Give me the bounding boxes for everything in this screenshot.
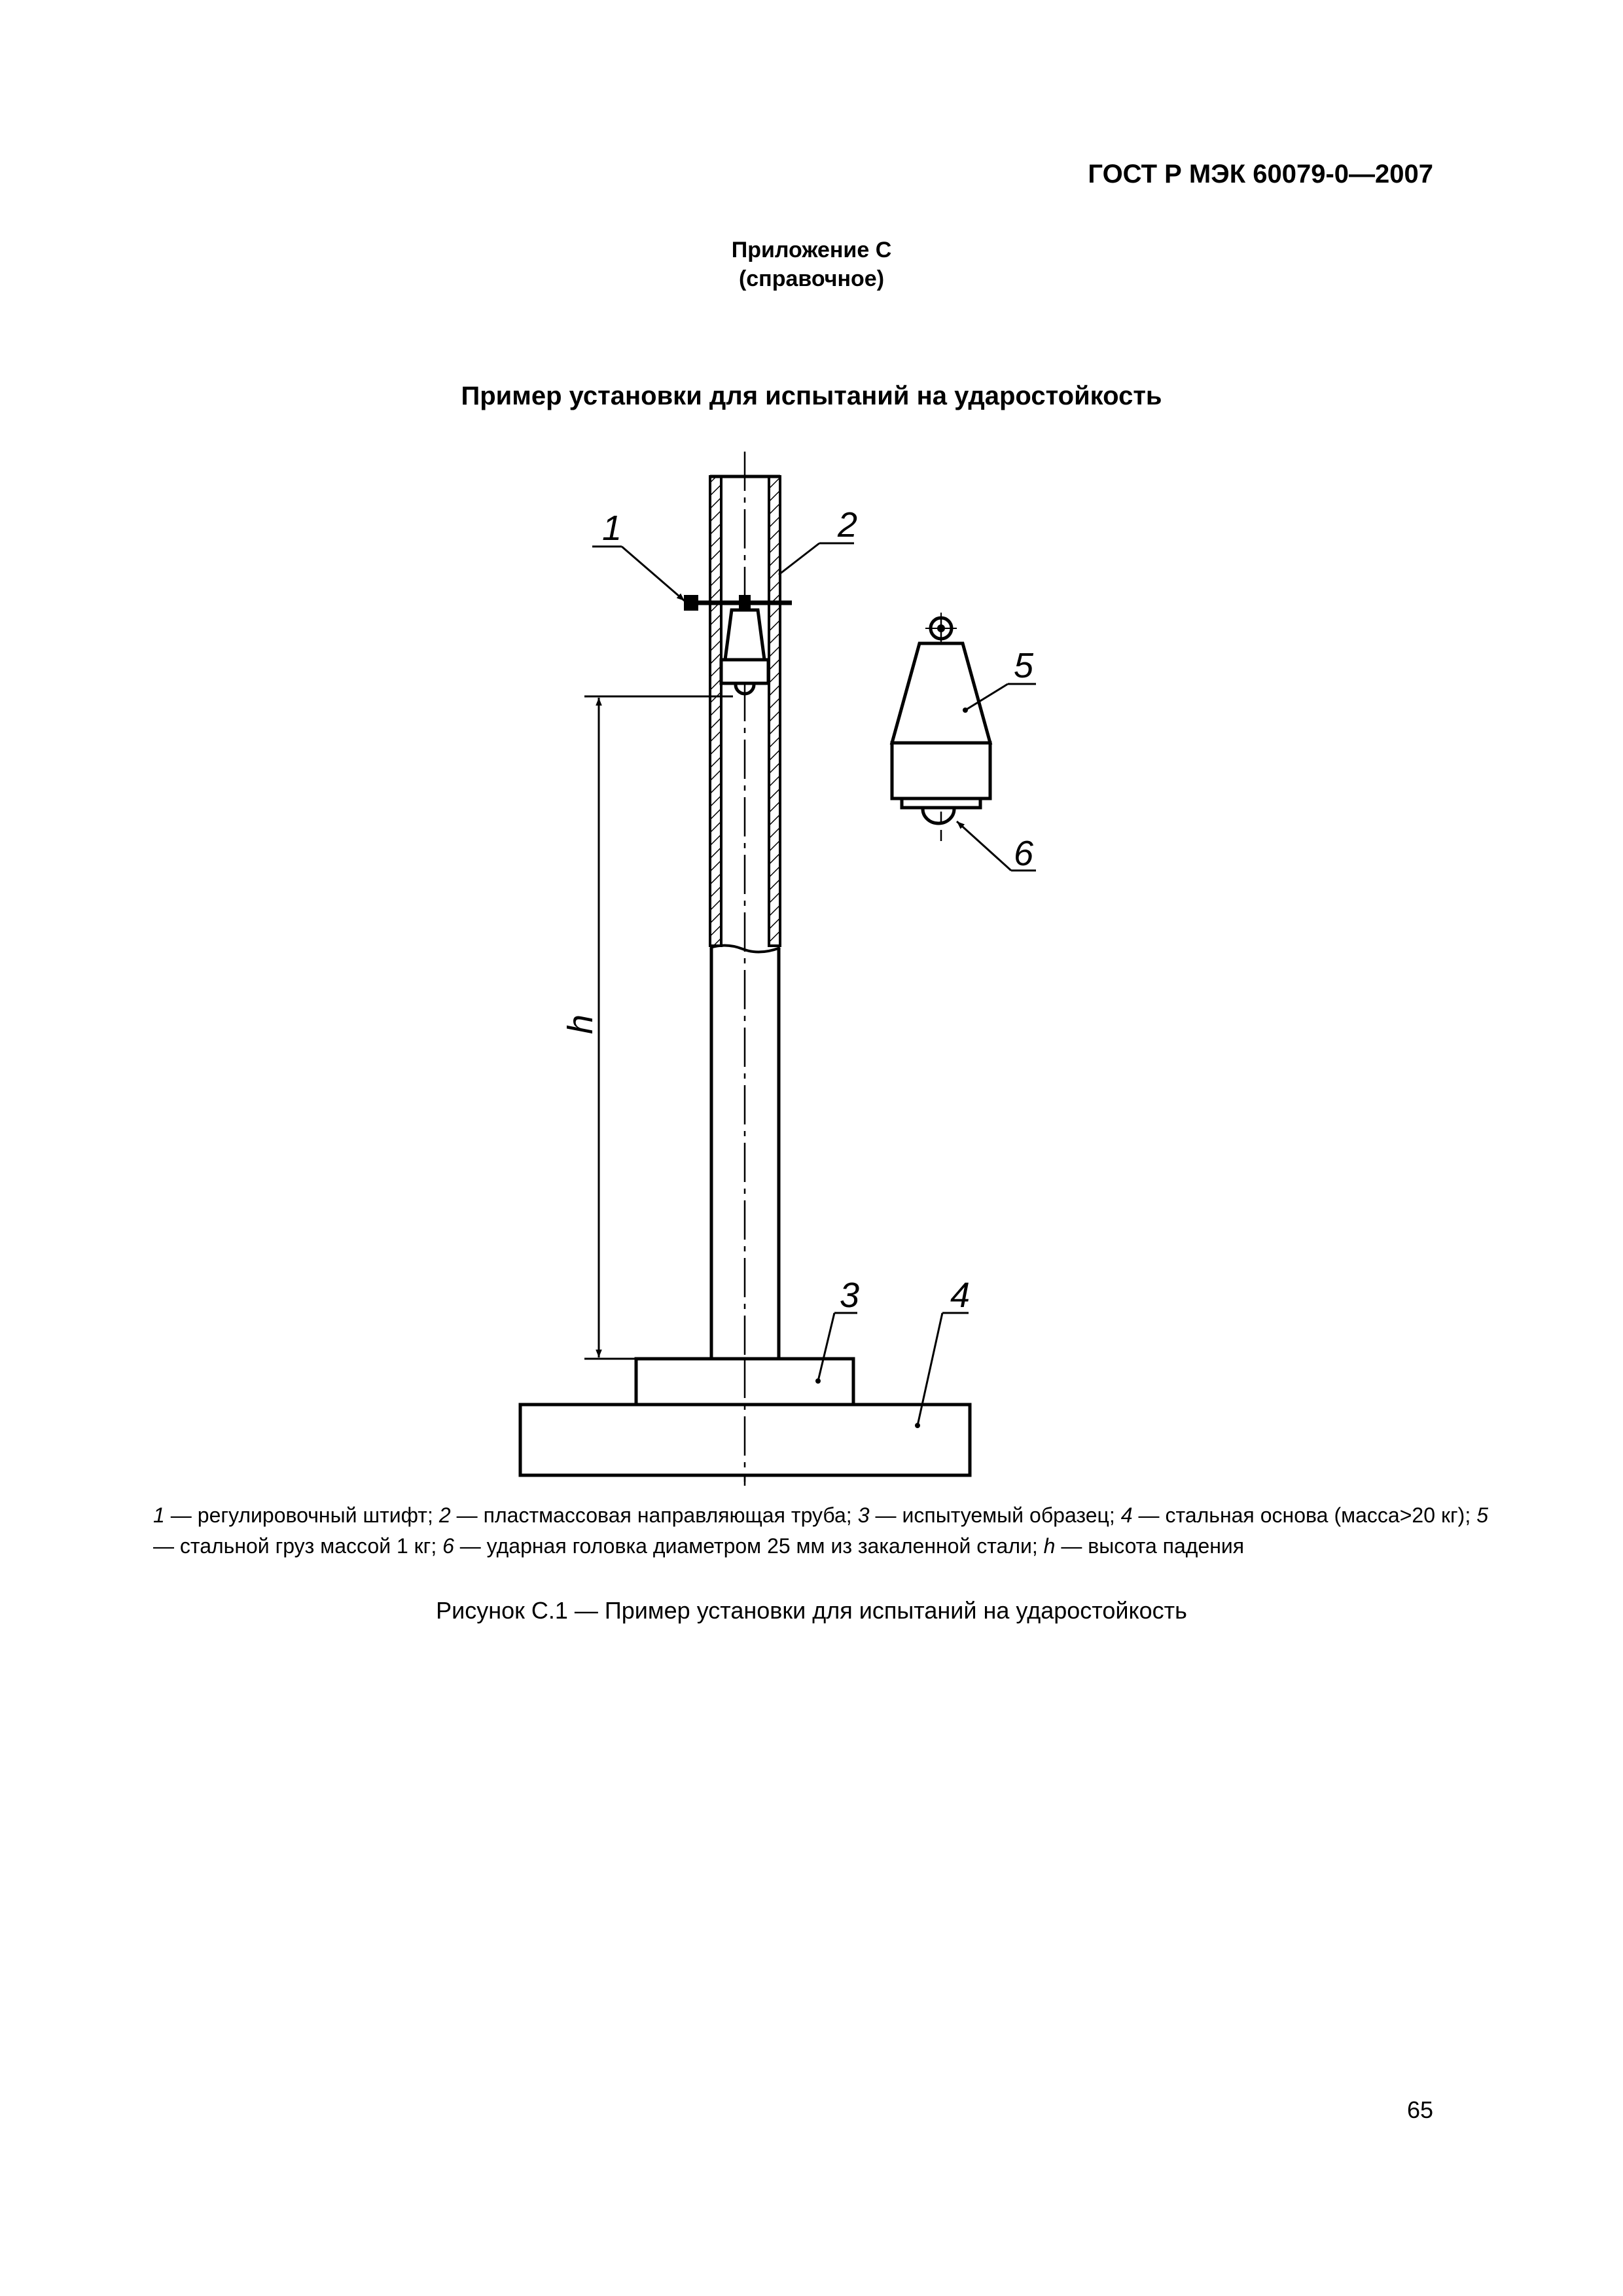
legend-num-h: h — [1043, 1534, 1056, 1558]
legend-text-1: — регулировочный штифт; — [164, 1503, 439, 1527]
legend-num-1: 1 — [153, 1503, 165, 1527]
callout-1: 1 — [602, 509, 622, 548]
legend-text-3: — испытуемый образец; — [869, 1503, 1121, 1527]
legend-text-5: — стальной груз массой 1 кг; — [153, 1534, 443, 1558]
legend-text-h: — высота падения — [1055, 1534, 1245, 1558]
callout-2: 2 — [838, 505, 858, 545]
callout-6: 6 — [1014, 834, 1034, 873]
legend-line-1 — [153, 1500, 1488, 1562]
callout-5: 5 — [1014, 646, 1034, 685]
figure-caption: Рисунок С.1 — Пример установки для испытаний на ударостойкость — [436, 1597, 1187, 1624]
section-title: Пример установки для испытаний на ударостойкость — [461, 382, 1162, 410]
figure-legend — [153, 1500, 1488, 1562]
legend-text-4: — стальная основа (масса>20 кг); — [1132, 1503, 1477, 1527]
legend-num-3: 3 — [857, 1503, 870, 1527]
page-number: 65 — [1406, 2096, 1433, 2123]
legend-num-2: 2 — [438, 1503, 451, 1527]
standard-designation: ГОСТ Р МЭК 60079-0—2007 — [1088, 160, 1433, 188]
legend-num-5: 5 — [1476, 1503, 1489, 1527]
weight-detail — [892, 613, 990, 841]
legend-num-6: 6 — [442, 1534, 454, 1558]
legend-num-4: 4 — [1120, 1503, 1133, 1527]
legend-text-2: — пластмассовая направляющая труба; — [450, 1503, 858, 1527]
callout-h: h — [561, 1014, 600, 1035]
weight-in-tube — [721, 610, 768, 694]
callout-3: 3 — [840, 1276, 860, 1315]
legend-text-6: — ударная головка диаметром 25 мм из закаленной стали; — [454, 1534, 1044, 1558]
annex-status: (справочное) — [738, 266, 885, 291]
callout-4: 4 — [950, 1276, 971, 1315]
annex-title: Приложение С — [731, 238, 892, 262]
